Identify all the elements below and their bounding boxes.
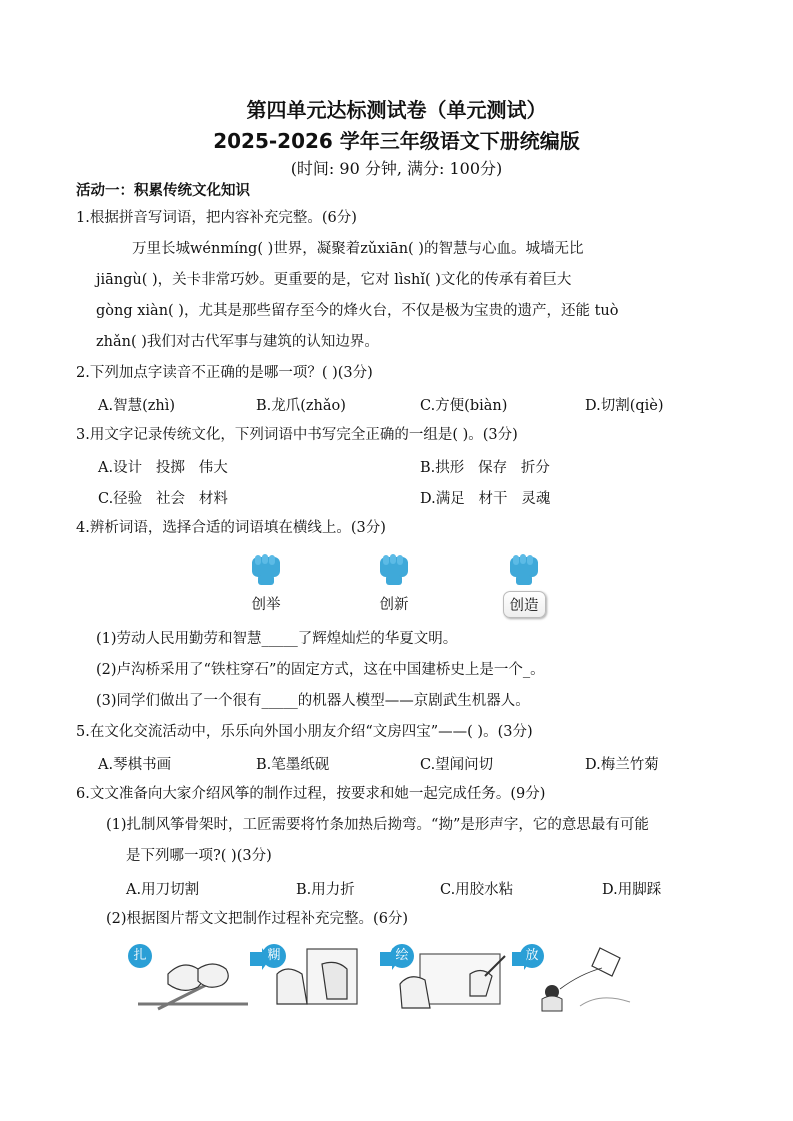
- q2-option-c[interactable]: C.方便(biàn): [420, 398, 508, 414]
- q4-sentence: (3)同学们做出了一个很有_____的机器人模型——京剧武生机器人。: [96, 693, 530, 709]
- word-label: 创举: [251, 597, 281, 613]
- q6-stem: 6.文文准备向大家介绍风筝的制作过程，按要求和她一起完成任务。(9分): [76, 786, 546, 802]
- q2-option-d[interactable]: D.切割(qiè): [585, 398, 664, 414]
- step-panel-zha: [128, 944, 253, 1014]
- q4-sentence: (2)卢沟桥采用了“铁柱穿石”的固定方式，这在中国建桥史上是一个_。: [96, 662, 545, 678]
- word-card-chuangju: [236, 553, 296, 616]
- q1-paragraph-line: 万里长城wénmíng( )世界，凝聚着zǔxiān( )的智慧与心血。城墙无比: [132, 241, 584, 257]
- q1-paragraph-line: jiāngù( )，关卡非常巧妙。更重要的是，它对 lìshǐ( )文化的传承有着巨大: [96, 272, 572, 288]
- q1-stem: 1.根据拼音写词语，把内容补充完整。(6分): [76, 210, 357, 226]
- step-badge: 糊: [262, 944, 286, 968]
- step-badge: 绘: [390, 944, 414, 968]
- q3-option-b[interactable]: B.拱形 保存 折分: [420, 460, 550, 476]
- q6-option-b[interactable]: B.用力折: [296, 882, 355, 898]
- q3-stem: 3.用文字记录传统文化，下列词语中书写完全正确的一组是( )。(3分): [76, 427, 518, 443]
- q1-paragraph-line: gòng xiàn( )，尤其是那些留存至今的烽火台，不仅是极为宝贵的遗产，还能 tuò: [96, 303, 619, 319]
- q5-option-d[interactable]: D.梅兰竹菊: [585, 757, 659, 773]
- q5-option-c[interactable]: C.望闻问切: [420, 757, 494, 773]
- q2-option-a[interactable]: A.智慧(zhì): [98, 398, 176, 414]
- word-card-chuangxin: [364, 553, 424, 616]
- word-label: 创新: [379, 597, 409, 613]
- q1-paragraph-line: zhǎn( )我们对古代军事与建筑的认知边界。: [96, 334, 379, 350]
- word-card-chuangzao: [494, 553, 554, 618]
- q2-option-b[interactable]: B.龙爪(zhǎo): [256, 398, 346, 414]
- q3-option-c[interactable]: C.径验 社会 材料: [98, 491, 228, 507]
- q5-option-a[interactable]: A.琴棋书画: [98, 757, 172, 773]
- q6-option-d[interactable]: D.用脚踩: [602, 882, 662, 898]
- q6-sub1: (1)扎制风筝骨架时，工匠需要将竹条加热后拗弯。“拗”是形声字，它的意思最有可能: [106, 817, 649, 833]
- fist-icon: [374, 553, 414, 587]
- q3-option-d[interactable]: D.满足 材干 灵魂: [420, 491, 551, 507]
- q4-stem: 4.辨析词语，选择合适的词语填在横线上。(3分): [76, 520, 386, 536]
- q3-option-a[interactable]: A.设计 投掷 伟大: [98, 460, 228, 476]
- q6-sub1: 是下列哪一项?( )(3分): [126, 848, 272, 864]
- step-panel-fang: [520, 944, 635, 1014]
- word-label: 创造: [503, 591, 546, 618]
- step-panel-hui: [390, 944, 515, 1014]
- q6-option-a[interactable]: A.用刀切割: [126, 882, 200, 898]
- fist-icon: [504, 553, 544, 587]
- q5-option-b[interactable]: B.笔墨纸砚: [256, 757, 330, 773]
- step-badge: 扎: [128, 944, 152, 968]
- step-panel-hu: [262, 944, 382, 1014]
- q2-stem: 2.下列加点字读音不正确的是哪一项？( )(3分): [76, 365, 373, 381]
- exam-title: 第四单元达标测试卷（单元测试）: [246, 98, 547, 122]
- q5-stem: 5.在文化交流活动中，乐乐向外国小朋友介绍“文房四宝”——( )。(3分): [76, 724, 533, 740]
- q6-option-c[interactable]: C.用胶水粘: [440, 882, 514, 898]
- step-badge: 放: [520, 944, 544, 968]
- exam-subtitle: 2025-2026 学年三年级语文下册统编版: [213, 129, 580, 153]
- q6-sub2: (2)根据图片帮文文把制作过程补充完整。(6分): [106, 911, 409, 927]
- section-heading: 活动一：积累传统文化知识: [76, 183, 250, 199]
- exam-time-score: (时间: 90 分钟, 满分: 100分): [290, 159, 503, 178]
- fist-icon: [246, 553, 286, 587]
- q4-sentence: (1)劳动人民用勤劳和智慧_____了辉煌灿烂的华夏文明。: [96, 631, 458, 647]
